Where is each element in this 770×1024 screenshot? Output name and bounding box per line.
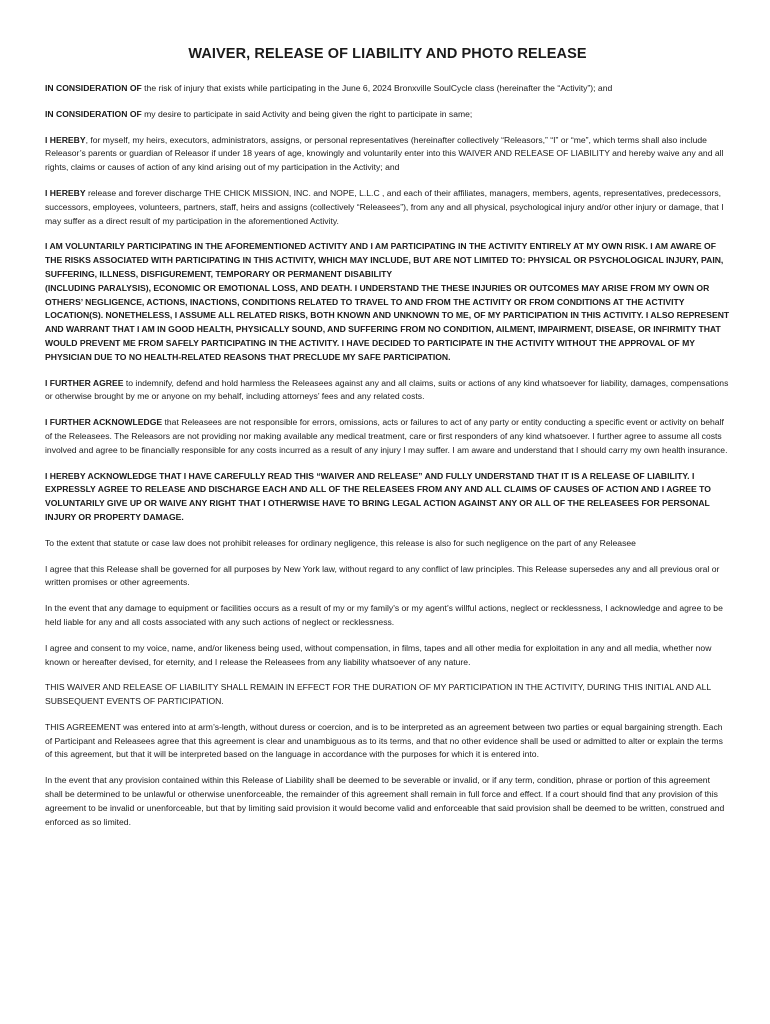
indemnify-paragraph	[45, 377, 730, 405]
paragraph-text: , for myself, my heirs, executors, administrators, assigns, or personal representatives (hereinafter collectively “Releasors,” “I” or “me”, which terms shall also include Releasor’s parents or guardian of Releasor if under 18 years of age, knowingly and voluntarily enter into this WAIVER AND RELEASE OF LIABILITY and hereby waive any and all rights, claims or causes of action of any kind arising out of my participation in the Activity; and	[45, 134, 724, 173]
paragraph-text: (INCLUDING PARALYSIS), ECONOMIC OR EMOTIONAL LOSS, AND DEATH. I UNDERSTAND THE THESE INJURIES OR OUTCOMES MAY ARISE FROM MY OWN OR OTHERS’ NEGLIGENCE, ACTIONS, INACTIONS, CONDITIONS RELATED TO TRAVEL TO AND FROM THE ACTIVITY OR FROM CONDITIONS AT THE ACTIVITY LOCATION(S). NONETHELESS, I ASSUME ALL RELATED RISKS, BOTH KNOWN AND UNKNOWN TO ME, OF MY PARTICIPATION IN THIS ACTIVITY. I ALSO REPRESENT AND WARRANT THAT I AM IN GOOD HEALTH, PHYSICALLY SOUND, AND SUFFERING FROM NO CONDITION, AILMENT, IMPAIRMENT, DISEASE, OR INFIRMITY THAT WOULD PREVENT ME FROM SAFELY PARTICIPATING IN THE ACTIVITY. I HAVE DECIDED TO PARTICIPATE IN THE ACTIVITY WITHOUT THE APPROVAL OF MY PHYSICIAN DUE TO NO HEALTH-RELATED REASONS THAT PRECLUDE MY SAFE PARTICIPATION.	[45, 282, 730, 362]
governing-law-paragraph: I agree that this Release shall be governed for all purposes by New York law, without regard to any conflict of law principles. This Release supersedes any and all previous oral or written promises or other agreements.	[45, 563, 720, 588]
paragraph-text: my desire to participate in said Activity and being given the right to participate in same;	[141, 108, 473, 119]
duration-paragraph: THIS WAIVER AND RELEASE OF LIABILITY SHALL REMAIN IN EFFECT FOR THE DURATION OF MY PARTICIPATION IN THE ACTIVITY, DURING THIS INITIAL AND ALL SUBSEQUENT EVENTS OF PARTICIPATION.	[45, 682, 711, 707]
damage-liability-paragraph: In the event that any damage to equipment or facilities occurs as a result of my or my family's or my agent’s willful actions, neglect or recklessness, I acknowledge and agree to be held liable for any and all costs associated with any such actions of neglect or recklessness.	[45, 603, 723, 627]
severability-paragraph: In the event that any provision contained within this Release of Liability shall be deemed to be severable or invalid, or if any term, condition, phrase or portion of this agreement shall be determined to be unlawful or otherwise unenforceable, the remainder of this agreement shall remain in full force and effect. If a court should find that any provision of this agreement to be invalid or unenforceable, but that by limiting said provision it would become valid and enforceable that said provision shall be deemed to be written, construed and enforced as so limited.	[45, 775, 725, 827]
paragraph-text: to indemnify, defend and hold harmless the Releasees against any and all claims, suits or actions of any kind whatsoever for liability, damages, compensations or otherwise brought by me or anyone on my behalf, including attorneys’ fees and any related costs.	[45, 377, 729, 402]
paragraph-lead: I FURTHER AGREE	[45, 377, 124, 388]
paragraph-lead: IN CONSIDERATION OF	[45, 108, 142, 119]
consideration-risk-paragraph	[45, 82, 730, 96]
negligence-paragraph: To the extent that statute or case law does not prohibit releases for ordinary negligence, this release is also for such negligence on the part of any Releasee	[45, 537, 636, 548]
document-title: WAIVER, RELEASE OF LIABILITY AND PHOTO RELEASE	[188, 46, 587, 62]
paragraph-text: I AM VOLUNTARILY PARTICIPATING IN THE AFOREMENTIONED ACTIVITY AND I AM PARTICIPATING IN THE ACTIVITY ENTIRELY AT MY OWN RISK. I AM AWARE OF THE RISKS ASSOCIATED WITH PARTICIPATING IN THIS ACTIVITY, WHICH MAY INCLUDE, BUT ARE NOT LIMITED TO: PHYSICAL OR PSYCHOLOGICAL INJURY, PAIN, SUFFERING, ILLNESS, DISFIGUREMENT, TEMPORARY OR PERMANENT DISABILITY	[45, 241, 724, 279]
photo-release-paragraph: I agree and consent to my voice, name, and/or likeness being used, without compensation, in films, tapes and all other media for exploitation in any and all media, whether now known or hereafter devised, for eternity, and I release the Releasees from any liability whatsoever of any nature.	[45, 642, 712, 667]
acknowledge-paragraph	[45, 416, 730, 457]
consideration-desire-paragraph	[45, 108, 730, 122]
paragraph-lead: I HEREBY	[45, 134, 86, 145]
assumption-of-risk-paragraph	[45, 240, 730, 364]
paragraph-lead: IN CONSIDERATION OF	[45, 83, 142, 93]
paragraph-text: the risk of injury that exists while participating in the June 6, 2024 Bronxville SoulCycle class (hereinafter the “Activity”); and	[141, 83, 613, 93]
release-paragraph	[45, 187, 730, 228]
arms-length-paragraph: THIS AGREEMENT was entered into at arm’s-length, without duress or coercion, and is to be interpreted as an agreement between two parties or equal bargaining strength. Each of Participant and Releasees agree that this agreement is clear and unambiguous as to its terms, and that no other evidence shall be used or admitted to alter or explain the terms of this agreement, but that it will be interpreted based on the language in accordance with the purposes for which it is entered into.	[45, 721, 723, 760]
paragraph-text: that Releasees are not responsible for errors, omissions, acts or failures to act of any party or entity conducting a specific event or activity on behalf of the Releasees. The Releasors are not providing nor making available any medical treatment, care or first responders of any kind whatsoever. I further agree to assume all costs involved and agree to be financially responsible for any costs incurred as a result of any injury I may suffer. I am aware and understand that I should carry my own health insurance.	[45, 417, 728, 455]
waiver-paragraph	[45, 134, 730, 175]
read-and-understand-paragraph: I HEREBY ACKNOWLEDGE THAT I HAVE CAREFULLY READ THIS “WAIVER AND RELEASE” AND FULLY UNDERSTAND THAT IT IS A RELEASE OF LIABILITY. I EXPRESSLY AGREE TO RELEASE AND DISCHARGE EACH AND ALL OF THE RELEASEES FROM ANY AND ALL CLAIMS OF CAUSES OF ACTION AND I AGREE TO VOLUNTARILY GIVE UP OR WAIVE ANY RIGHT THAT I OTHERWISE HAVE TO BRING LEGAL ACTION AGAINST ANY OR ALL OF THE RELEASEES FOR PERSONAL INJURY OR PROPERTY DAMAGE.	[45, 470, 711, 522]
paragraph-lead: I HEREBY	[45, 187, 86, 198]
paragraph-text: release and forever discharge THE CHICK MISSION, INC. and NOPE, L.L.C , and each of their affiliates, managers, members, agents, representatives, predecessors, successors, employees, volunteers, partners, staff, heirs and assigns (collectively “Releasees”), from any and all physical, psychological injury and/or other injury or damage, that I may suffer as a direct result of my participation in the aforementioned Activity.	[45, 187, 724, 226]
paragraph-lead: I FURTHER ACKNOWLEDGE	[45, 417, 163, 428]
